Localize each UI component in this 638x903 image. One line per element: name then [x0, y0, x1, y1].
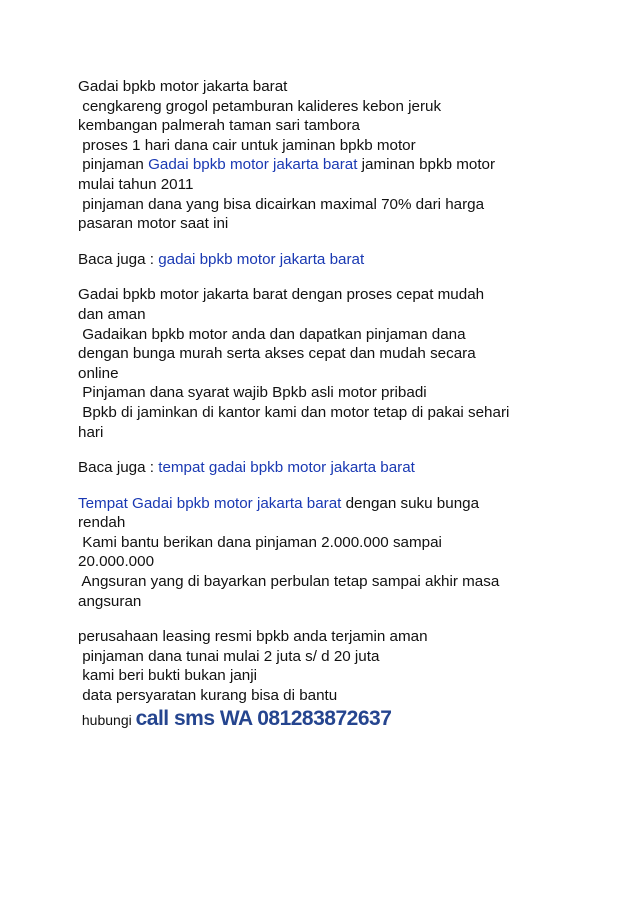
baca-juga-link-2[interactable]: tempat gadai bpkb motor jakarta barat — [158, 459, 415, 477]
text-line — [78, 458, 578, 478]
intro-section — [78, 77, 578, 234]
text-line: pinjaman dana yang bisa dicairkan maximal 70% dari harga — [78, 195, 485, 213]
text-line: perusahaan leasing resmi bpkb anda terjamin aman — [78, 628, 428, 646]
text-line: Gadaikan bpkb motor anda dan dapatkan pinjaman dana — [78, 325, 466, 343]
text-line: pinjaman dana tunai mulai 2 juta s/ d 20 juta — [78, 647, 380, 665]
contact-section — [78, 627, 578, 733]
text-line: mulai tahun 2011 — [78, 175, 194, 193]
text-line: Bpkb di jaminkan di kantor kami dan motor tetap di pakai sehari — [78, 403, 510, 421]
text-line: kembangan palmerah taman sari tambora — [78, 117, 360, 135]
baca-juga-2 — [78, 458, 578, 478]
interest-section — [78, 494, 578, 612]
text-line — [78, 250, 578, 270]
text-line — [78, 706, 578, 734]
text-line: 20.000.000 — [78, 553, 155, 571]
hubungi-label: hubungi — [78, 711, 136, 728]
text-line: angsuran — [78, 592, 142, 610]
process-section — [78, 285, 578, 442]
text-line: pasaran motor saat ini — [78, 215, 229, 233]
baca-juga-link-1[interactable]: gadai bpkb motor jakarta barat — [158, 250, 365, 268]
text-line — [78, 494, 578, 514]
baca-juga-label: Baca juga : — [78, 459, 159, 477]
text-line: Pinjaman dana syarat wajib Bpkb asli motor pribadi — [78, 384, 427, 402]
text-fragment: pinjaman — [78, 156, 149, 174]
text-line: online — [78, 364, 119, 382]
text-line: Angsuran yang di bayarkan perbulan tetap sampai akhir masa — [78, 573, 500, 591]
text-line: kami beri bukti bukan janji — [78, 667, 257, 685]
contact-number: call sms WA 081283872637 — [135, 706, 392, 730]
text-fragment: jaminan bpkb motor — [357, 156, 496, 174]
text-line: hari — [78, 423, 104, 441]
baca-juga-1 — [78, 250, 578, 270]
text-line: dan aman — [78, 305, 146, 323]
baca-juga-label: Baca juga : — [78, 250, 159, 268]
text-line: dengan bunga murah serta akses cepat dan mudah secara — [78, 345, 476, 363]
text-line: Gadai bpkb motor jakarta barat — [78, 78, 288, 95]
text-line: proses 1 hari dana cair untuk jaminan bpkb motor — [78, 136, 416, 154]
text-line: rendah — [78, 514, 126, 532]
text-fragment: dengan suku bunga — [341, 494, 480, 512]
tempat-gadai-link[interactable]: Tempat Gadai bpkb motor jakarta barat — [78, 494, 342, 512]
text-line: data persyaratan kurang bisa di bantu — [78, 687, 338, 705]
text-line: cengkareng grogol petamburan kalideres kebon jeruk — [78, 97, 442, 115]
text-line: Kami bantu berikan dana pinjaman 2.000.000 sampai — [78, 533, 442, 551]
text-line — [78, 155, 578, 175]
text-line: Gadai bpkb motor jakarta barat dengan proses cepat mudah — [78, 286, 485, 304]
gadai-bpkb-link[interactable]: Gadai bpkb motor jakarta barat — [148, 156, 358, 174]
